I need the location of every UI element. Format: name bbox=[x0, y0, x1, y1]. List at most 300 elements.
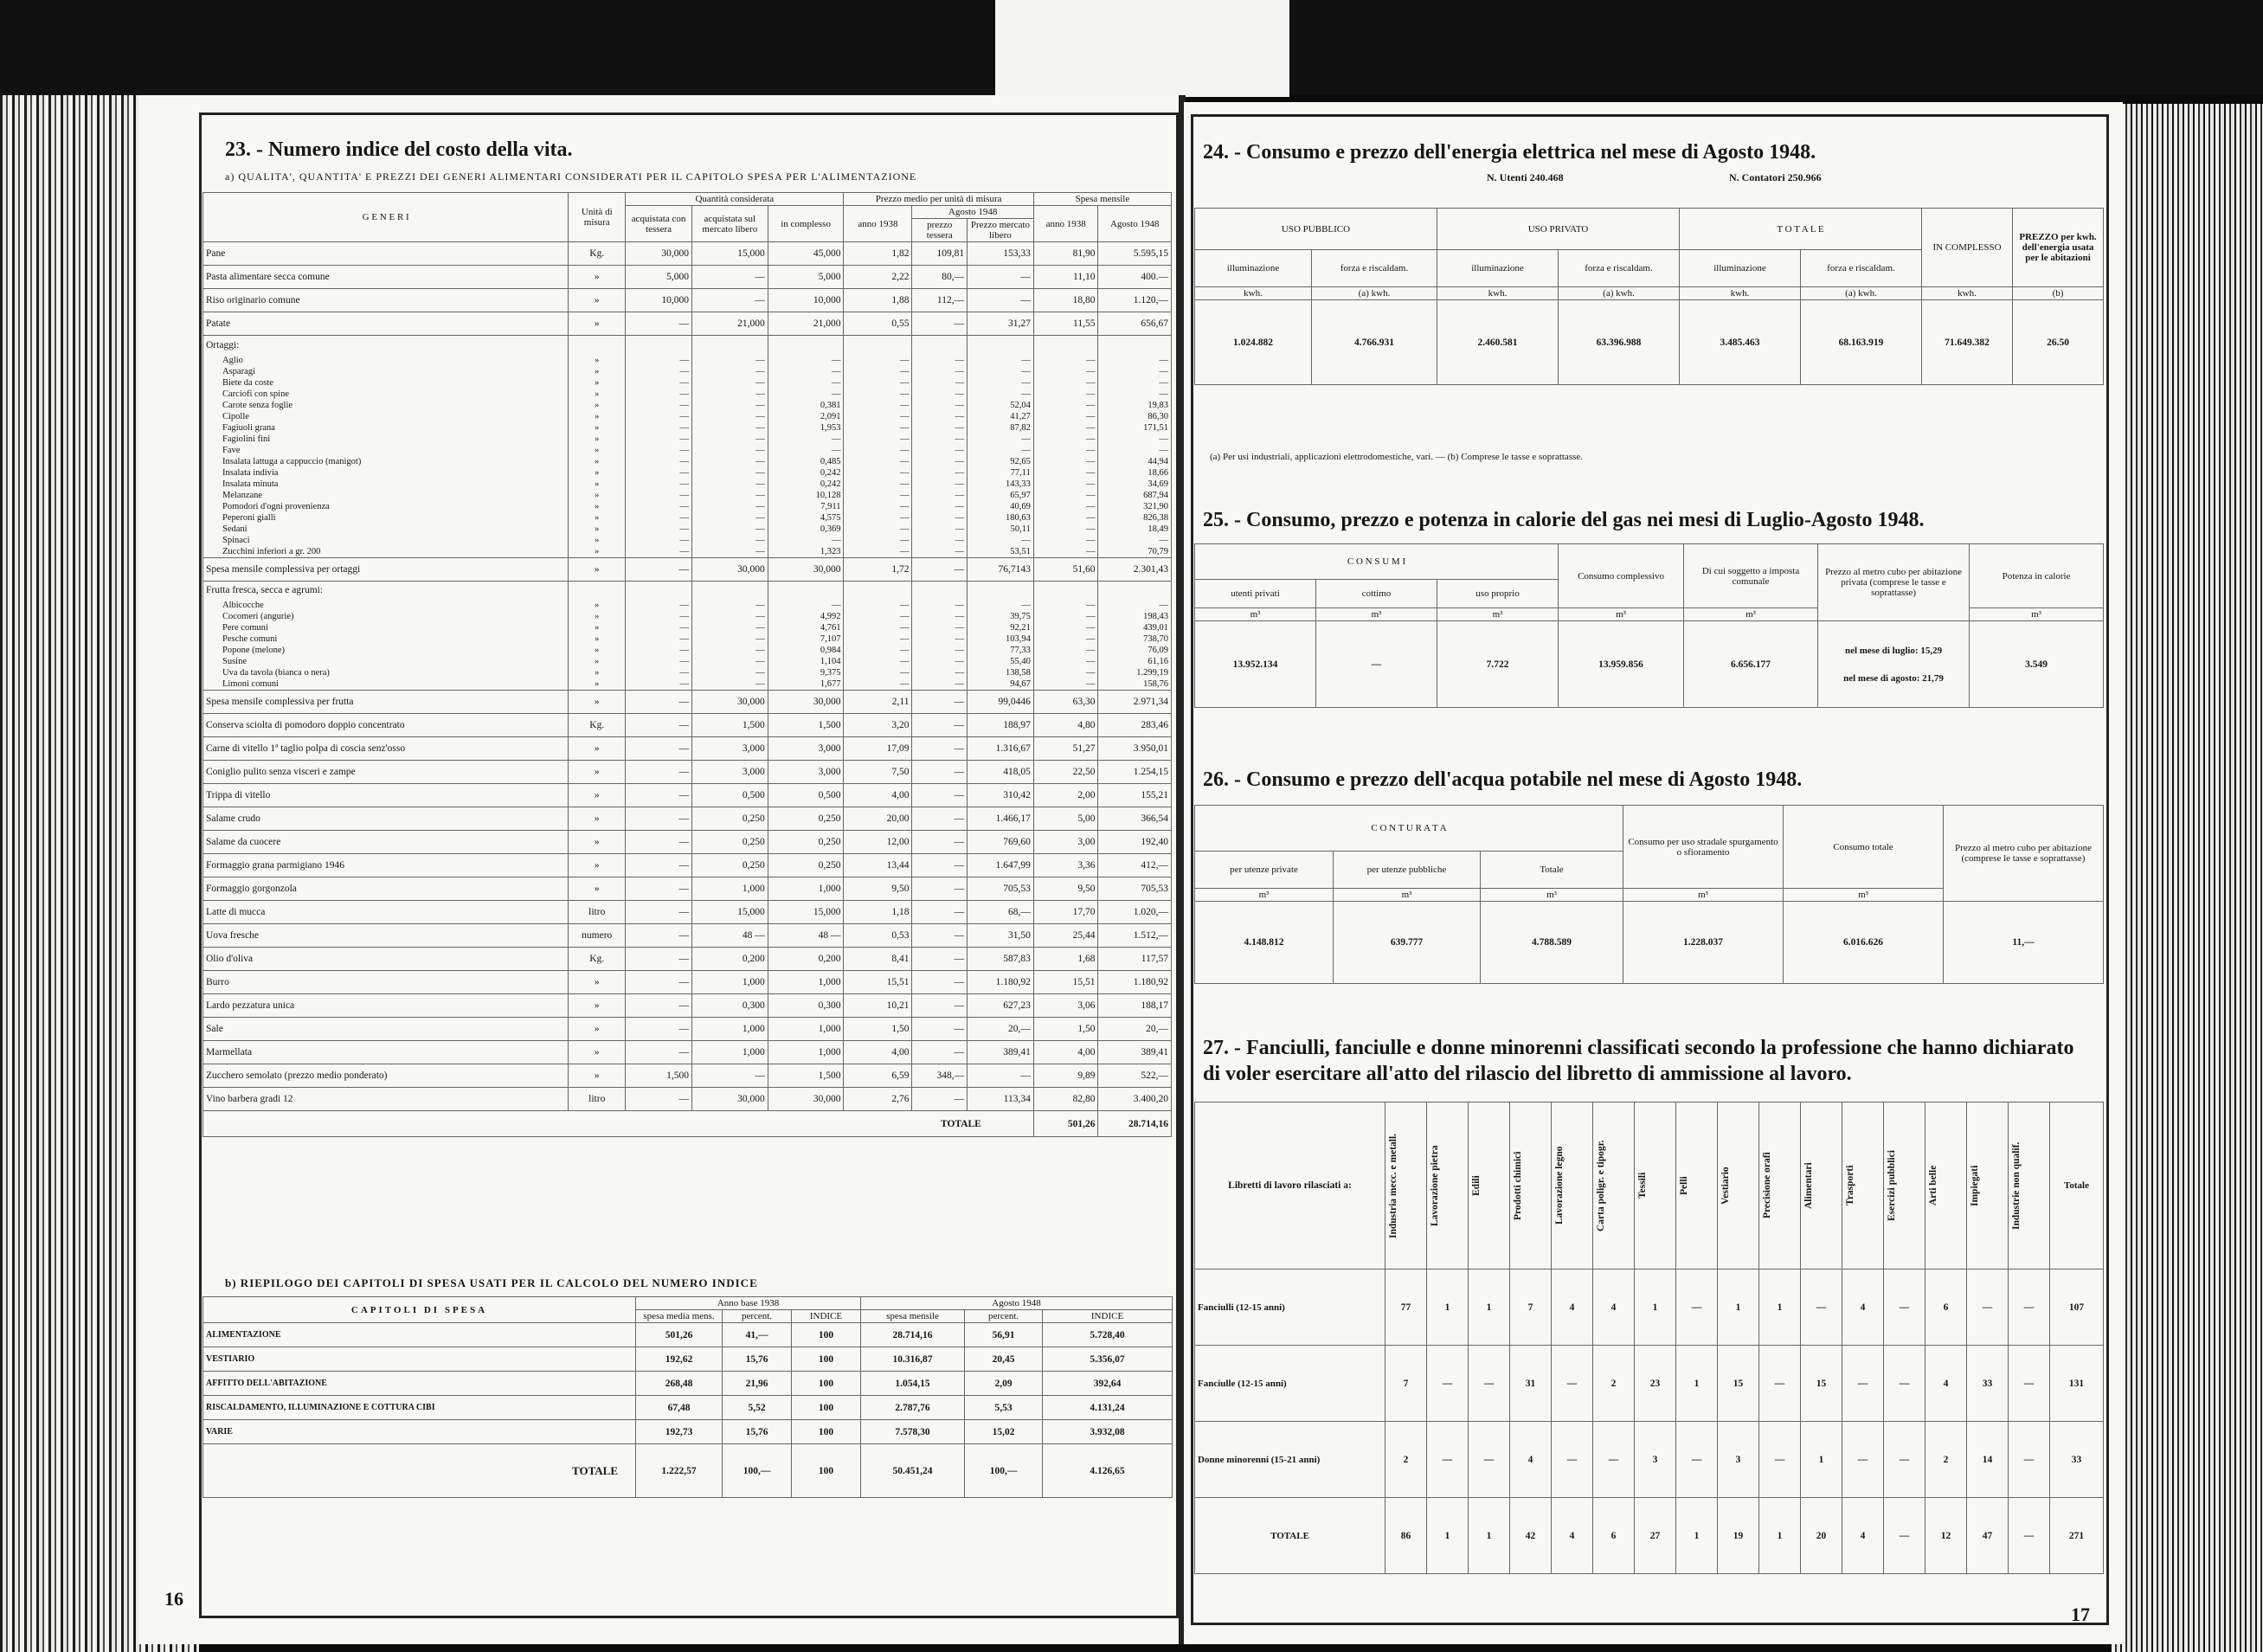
cell-pl: 769,60 bbox=[968, 831, 1034, 854]
cell-qc: — bbox=[768, 355, 844, 366]
cell-ql: — bbox=[691, 546, 768, 558]
t27-cell: 1 bbox=[1469, 1270, 1510, 1346]
cell-ql: — bbox=[691, 1064, 768, 1088]
cell-pt: — bbox=[912, 714, 968, 737]
t27-col-label: Arti belle bbox=[1928, 1165, 1938, 1206]
cell-qc: 48 — bbox=[768, 924, 844, 948]
cell-pl: 77,33 bbox=[968, 645, 1034, 656]
row-label: Latte di mucca bbox=[203, 901, 569, 924]
cell-qc: 1,953 bbox=[768, 422, 844, 434]
cell-pa: 8,41 bbox=[844, 948, 912, 971]
row-label: Spesa mensile complessiva per frutta bbox=[203, 691, 569, 714]
cell-qt: — bbox=[626, 389, 692, 400]
cell-sg: 70,79 bbox=[1098, 546, 1172, 558]
cell-sg: 19,83 bbox=[1098, 400, 1172, 411]
cell-sa: — bbox=[1033, 445, 1098, 456]
b-col-percent2: percent. bbox=[965, 1310, 1043, 1323]
row-label: Uova fresche bbox=[203, 924, 569, 948]
b-cell-c: 100 bbox=[792, 1372, 861, 1396]
t27-col-label: Alimentari bbox=[1803, 1162, 1814, 1209]
cell-ql: 0,500 bbox=[691, 784, 768, 807]
cell-sa: 25,44 bbox=[1033, 924, 1098, 948]
t25-val-utenti: 13.952.134 bbox=[1195, 621, 1316, 708]
t24-h-prezzo: PREZZO per kwh. dell'energia usata per le abitazioni bbox=[2013, 209, 2104, 287]
cell-sa: — bbox=[1033, 667, 1098, 678]
cell-sa: 15,51 bbox=[1033, 971, 1098, 994]
t27-cell: — bbox=[1427, 1346, 1469, 1422]
cell-ql: 1,000 bbox=[691, 1018, 768, 1041]
cell-pa: — bbox=[844, 600, 912, 611]
total-row bbox=[203, 1111, 1172, 1137]
t27-col-header bbox=[1593, 1102, 1635, 1270]
cell-pt: — bbox=[912, 948, 968, 971]
cell-qt: — bbox=[626, 994, 692, 1018]
t27-cell: 86 bbox=[1385, 1498, 1427, 1574]
cell-ql: 3,000 bbox=[691, 761, 768, 784]
t27-cell: 33 bbox=[1967, 1346, 2009, 1422]
cell-pl: 1.316,67 bbox=[968, 737, 1034, 761]
cell-pl: 94,67 bbox=[968, 678, 1034, 691]
row-unit: » bbox=[569, 535, 626, 546]
cell-ql: 1,500 bbox=[691, 714, 768, 737]
t24-unit-kwh2: kwh. bbox=[1616, 288, 1635, 299]
cell-pt: — bbox=[912, 312, 968, 336]
cell-pl: 41,27 bbox=[968, 411, 1034, 422]
cell-sa: — bbox=[1033, 622, 1098, 633]
cell-pt: — bbox=[912, 924, 968, 948]
t27-col-label: Tessili bbox=[1637, 1172, 1648, 1199]
table-row-subitem bbox=[203, 678, 1172, 691]
cell-sa: 2,00 bbox=[1033, 784, 1098, 807]
cell-sa: — bbox=[1033, 524, 1098, 535]
cell-qc: 10,128 bbox=[768, 490, 844, 501]
cell-sa: — bbox=[1033, 645, 1098, 656]
table-row-subitem bbox=[203, 355, 1172, 366]
row-unit: » bbox=[569, 312, 626, 336]
cell-pt: — bbox=[912, 366, 968, 377]
cell-pl: 188,97 bbox=[968, 714, 1034, 737]
t27-row-header: Libretti di lavoro rilasciati a: bbox=[1195, 1102, 1385, 1270]
t26-val-5: 6.016.626 bbox=[1784, 902, 1944, 984]
row-unit: » bbox=[569, 807, 626, 831]
t27-row-label: TOTALE bbox=[1195, 1498, 1385, 1574]
cell-pl: — bbox=[968, 289, 1034, 312]
table-24 bbox=[1194, 208, 2104, 385]
row-unit: » bbox=[569, 667, 626, 678]
t24-values-row bbox=[1195, 300, 2104, 385]
b-row bbox=[203, 1372, 1173, 1396]
cell-sa: — bbox=[1033, 479, 1098, 490]
t27-cell: 1 bbox=[1676, 1498, 1718, 1574]
cell-sg: 366,54 bbox=[1098, 807, 1172, 831]
t26-val-6: 11,— bbox=[1944, 902, 2104, 984]
b-cell-e: 20,45 bbox=[965, 1347, 1043, 1372]
cell-qt: — bbox=[626, 807, 692, 831]
cell-pt: 80,— bbox=[912, 266, 968, 289]
t27-col-label: Trasporti bbox=[1845, 1165, 1855, 1206]
cell-qc: 30,000 bbox=[768, 557, 844, 581]
empty-cell bbox=[1033, 581, 1098, 600]
table-row bbox=[203, 714, 1172, 737]
b-cell-e: 100,— bbox=[965, 1444, 1043, 1498]
cell-sa: — bbox=[1033, 411, 1098, 422]
t24-val-2: 4.766.931 bbox=[1312, 300, 1437, 385]
cell-sg: 44,94 bbox=[1098, 456, 1172, 467]
t26-h-pubbliche: per utenze pubbliche bbox=[1334, 852, 1481, 889]
t24-unit-3: kwh. bbox=[1437, 287, 1559, 300]
cell-pa: — bbox=[844, 678, 912, 691]
cell-qc: — bbox=[768, 366, 844, 377]
cell-sg: 20,— bbox=[1098, 1018, 1172, 1041]
cell-qc: 30,000 bbox=[768, 691, 844, 714]
t25-h-consumi: C O N S U M I bbox=[1195, 544, 1559, 580]
row-label: Olio d'oliva bbox=[203, 948, 569, 971]
cell-pa: 7,50 bbox=[844, 761, 912, 784]
b-row bbox=[203, 1347, 1173, 1372]
cell-ql: 48 — bbox=[691, 924, 768, 948]
cell-qt: — bbox=[626, 656, 692, 667]
t26-unit-5: m³ bbox=[1784, 889, 1944, 902]
cell-qt: 5,000 bbox=[626, 266, 692, 289]
table-27 bbox=[1194, 1102, 2104, 1574]
b-col-capitoli: CAPITOLI DI SPESA bbox=[203, 1297, 636, 1323]
t26-h-totale: Consumo totale bbox=[1784, 806, 1944, 889]
cell-pl: 40,69 bbox=[968, 501, 1034, 512]
cell-sa: 4,00 bbox=[1033, 1041, 1098, 1064]
cell-ql: — bbox=[691, 366, 768, 377]
row-label: Marmellata bbox=[203, 1041, 569, 1064]
t27-row bbox=[1195, 1422, 2104, 1498]
cell-pa: 2,11 bbox=[844, 691, 912, 714]
cell-pt: — bbox=[912, 422, 968, 434]
table-row-subitem bbox=[203, 490, 1172, 501]
row-unit: » bbox=[569, 645, 626, 656]
row-label: Carciofi con spine bbox=[203, 389, 569, 400]
cell-sa: — bbox=[1033, 389, 1098, 400]
cell-pa: — bbox=[844, 411, 912, 422]
row-unit: » bbox=[569, 422, 626, 434]
cell-pl: 99,0446 bbox=[968, 691, 1034, 714]
b-cell-b: 5,52 bbox=[723, 1396, 792, 1420]
t27-col-header bbox=[2050, 1102, 2104, 1270]
cell-pa: — bbox=[844, 389, 912, 400]
cell-pa: 3,20 bbox=[844, 714, 912, 737]
cell-pl: — bbox=[968, 389, 1034, 400]
t25-h-complessivo: Consumo complessivo bbox=[1559, 544, 1684, 608]
cell-pa: — bbox=[844, 400, 912, 411]
row-unit: » bbox=[569, 784, 626, 807]
cell-pl: 180,63 bbox=[968, 512, 1034, 524]
t25-unit-6: m³ bbox=[1970, 608, 2104, 621]
cell-qc: — bbox=[768, 389, 844, 400]
cell-sg: 400.— bbox=[1098, 266, 1172, 289]
table-row bbox=[203, 901, 1172, 924]
t27-cell: 2 bbox=[1593, 1346, 1635, 1422]
empty-cell bbox=[912, 336, 968, 355]
t27-cell: 4 bbox=[1552, 1270, 1593, 1346]
row-label: Vino barbera gradi 12 bbox=[203, 1088, 569, 1111]
cell-qc: 1,677 bbox=[768, 678, 844, 691]
cell-qt: — bbox=[626, 678, 692, 691]
cell-pa: — bbox=[844, 512, 912, 524]
cell-qc: 0,369 bbox=[768, 524, 844, 535]
cell-pt: — bbox=[912, 557, 968, 581]
row-label: Patate bbox=[203, 312, 569, 336]
table-26-title: 26. - Consumo e prezzo dell'acqua potabile nel mese di Agosto 1948. bbox=[1203, 768, 1803, 791]
t27-col-header bbox=[1510, 1102, 1552, 1270]
b-cell-a: 1.222,57 bbox=[636, 1444, 723, 1498]
table-row-subitem bbox=[203, 546, 1172, 558]
cell-ql: 0,200 bbox=[691, 948, 768, 971]
cell-pl: 1.466,17 bbox=[968, 807, 1034, 831]
cell-qc: — bbox=[768, 377, 844, 389]
cell-pa: — bbox=[844, 622, 912, 633]
cell-ql: — bbox=[691, 389, 768, 400]
t24-note-a2: (a) bbox=[1603, 288, 1614, 299]
col-spesa: Spesa mensile bbox=[1033, 193, 1171, 206]
t24-unit-6 bbox=[1801, 287, 1922, 300]
b-cell-c: 100 bbox=[792, 1396, 861, 1420]
cell-sg: 192,40 bbox=[1098, 831, 1172, 854]
cell-qc: 1,000 bbox=[768, 971, 844, 994]
cell-sg: 687,94 bbox=[1098, 490, 1172, 501]
cell-ql: — bbox=[691, 490, 768, 501]
cell-qc: 0,250 bbox=[768, 854, 844, 877]
t27-row bbox=[1195, 1346, 2104, 1422]
empty-cell bbox=[844, 336, 912, 355]
contatori-count: N. Contatori 250.966 bbox=[1729, 171, 1822, 183]
cell-qt: — bbox=[626, 1018, 692, 1041]
t27-col-label: Lavorazione pietra bbox=[1430, 1145, 1440, 1226]
t26-h-conturata: C O N T U R A T A bbox=[1195, 806, 1623, 852]
row-label: Coniglio pulito senza visceri e zampe bbox=[203, 761, 569, 784]
t26-h-private: per utenze private bbox=[1195, 852, 1334, 889]
t26-val-1: 4.148.812 bbox=[1195, 902, 1334, 984]
cell-qt: — bbox=[626, 456, 692, 467]
t27-cell: — bbox=[1593, 1422, 1635, 1498]
table-row-subitem bbox=[203, 366, 1172, 377]
cell-ql: 15,000 bbox=[691, 901, 768, 924]
cell-qc: 0,500 bbox=[768, 784, 844, 807]
table-row-subitem bbox=[203, 622, 1172, 633]
t27-col-header bbox=[1718, 1102, 1759, 1270]
table-row-subitem bbox=[203, 411, 1172, 422]
b-cell-f: 5.728,40 bbox=[1043, 1323, 1173, 1347]
b-total-row bbox=[203, 1444, 1173, 1498]
empty-cell bbox=[691, 581, 768, 600]
cell-pt: — bbox=[912, 971, 968, 994]
cell-sa: — bbox=[1033, 355, 1098, 366]
table-row bbox=[203, 1041, 1172, 1064]
t25-h-proprio: uso proprio bbox=[1437, 580, 1559, 608]
b-col-percent: percent. bbox=[723, 1310, 792, 1323]
cell-pt: — bbox=[912, 622, 968, 633]
cell-ql: — bbox=[691, 377, 768, 389]
t27-cell: 4 bbox=[1552, 1498, 1593, 1574]
t24-val-7: 71.649.382 bbox=[1922, 300, 2013, 385]
t27-col-header bbox=[1469, 1102, 1510, 1270]
row-label: Aglio bbox=[203, 355, 569, 366]
row-unit: » bbox=[569, 434, 626, 445]
t27-body bbox=[1195, 1270, 2104, 1574]
b-row bbox=[203, 1420, 1173, 1444]
b-col-spesa-mensile: spesa mensile bbox=[861, 1310, 965, 1323]
table-25-title: 25. - Consumo, prezzo e potenza in calorie del gas nei mesi di Luglio-Agosto 1948. bbox=[1203, 509, 1925, 531]
row-label: Formaggio grana parmigiano 1946 bbox=[203, 854, 569, 877]
cell-qc: 0,242 bbox=[768, 467, 844, 479]
cell-pt: — bbox=[912, 656, 968, 667]
row-label: Spinaci bbox=[203, 535, 569, 546]
cell-qt: — bbox=[626, 784, 692, 807]
cell-pa: — bbox=[844, 467, 912, 479]
cell-sa: 9,89 bbox=[1033, 1064, 1098, 1088]
cell-qt: — bbox=[626, 611, 692, 622]
table-row bbox=[203, 1064, 1172, 1088]
cell-sg: 412,— bbox=[1098, 854, 1172, 877]
t24-val-1: 1.024.882 bbox=[1195, 300, 1312, 385]
cell-qc: 4,761 bbox=[768, 622, 844, 633]
cell-pl: 103,94 bbox=[968, 633, 1034, 645]
cell-qt: — bbox=[626, 434, 692, 445]
cell-qc: 3,000 bbox=[768, 737, 844, 761]
cell-pl: 77,11 bbox=[968, 467, 1034, 479]
t26-values-row bbox=[1195, 902, 2104, 984]
cell-pt: — bbox=[912, 807, 968, 831]
cell-qt: — bbox=[626, 557, 692, 581]
cell-qc: — bbox=[768, 434, 844, 445]
b-row-label: AFFITTO DELL'ABITAZIONE bbox=[203, 1372, 636, 1396]
col-s-anno: anno 1938 bbox=[1033, 206, 1098, 242]
table-23b bbox=[203, 1296, 1173, 1498]
cell-qc: 21,000 bbox=[768, 312, 844, 336]
cell-pl: — bbox=[968, 445, 1034, 456]
t27-cell: 20 bbox=[1801, 1498, 1842, 1574]
cell-qc: 0,250 bbox=[768, 807, 844, 831]
b-cell-d: 1.054,15 bbox=[861, 1372, 965, 1396]
cell-sa: — bbox=[1033, 678, 1098, 691]
cell-qc: — bbox=[768, 535, 844, 546]
cell-sa: 11,10 bbox=[1033, 266, 1098, 289]
table-row-subitem bbox=[203, 467, 1172, 479]
total-anno: 501,26 bbox=[1033, 1111, 1098, 1137]
row-unit: » bbox=[569, 355, 626, 366]
empty-cell bbox=[912, 581, 968, 600]
cell-pl: — bbox=[968, 434, 1034, 445]
row-label: Carne di vitello 1ª taglio polpa di coscia senz'osso bbox=[203, 737, 569, 761]
t25-unit-4: m³ bbox=[1559, 608, 1684, 621]
cell-pa: — bbox=[844, 422, 912, 434]
table-row bbox=[203, 924, 1172, 948]
cell-pa: 13,44 bbox=[844, 854, 912, 877]
row-unit: » bbox=[569, 557, 626, 581]
cell-pa: 1,50 bbox=[844, 1018, 912, 1041]
cell-sg: 76,09 bbox=[1098, 645, 1172, 656]
row-label: Insalata lattuga a cappuccio (manigot) bbox=[203, 456, 569, 467]
cell-qc: 7,107 bbox=[768, 633, 844, 645]
table-row-subitem bbox=[203, 445, 1172, 456]
row-label: Zucchini inferiori a gr. 200 bbox=[203, 546, 569, 558]
row-label: Conserva sciolta di pomodoro doppio concentrato bbox=[203, 714, 569, 737]
empty-cell bbox=[691, 336, 768, 355]
cell-sg: 1.120,— bbox=[1098, 289, 1172, 312]
cell-pt: — bbox=[912, 645, 968, 656]
row-unit: » bbox=[569, 366, 626, 377]
t27-cell: 2 bbox=[1385, 1422, 1427, 1498]
table-row-subitem bbox=[203, 633, 1172, 645]
t26-unit-4: m³ bbox=[1623, 889, 1784, 902]
cell-pa: 1,82 bbox=[844, 242, 912, 266]
col-q-tessera: acquistata con tessera bbox=[626, 206, 692, 242]
t27-cell: — bbox=[2009, 1498, 2050, 1574]
cell-pa: 0,55 bbox=[844, 312, 912, 336]
t25-h-cottimo: cottimo bbox=[1316, 580, 1437, 608]
b-cell-e: 5,53 bbox=[965, 1396, 1043, 1420]
cell-qt: — bbox=[626, 479, 692, 490]
cell-sa: 18,80 bbox=[1033, 289, 1098, 312]
cell-pa: 20,00 bbox=[844, 807, 912, 831]
cell-sa: — bbox=[1033, 456, 1098, 467]
cell-pl: 31,27 bbox=[968, 312, 1034, 336]
table-row bbox=[203, 971, 1172, 994]
b-col-indice: INDICE bbox=[792, 1310, 861, 1323]
cell-pl: 705,53 bbox=[968, 877, 1034, 901]
cell-qc: 9,375 bbox=[768, 667, 844, 678]
table-row-subitem bbox=[203, 422, 1172, 434]
cell-ql: — bbox=[691, 678, 768, 691]
cell-pt: — bbox=[912, 490, 968, 501]
group-label-row bbox=[203, 581, 1172, 600]
b-cell-f: 392,64 bbox=[1043, 1372, 1173, 1396]
table-row-subitem bbox=[203, 600, 1172, 611]
row-unit: » bbox=[569, 691, 626, 714]
t27-col-label: Totale bbox=[2064, 1180, 2089, 1191]
t27-cell: 1 bbox=[1718, 1270, 1759, 1346]
t27-col-header bbox=[1385, 1102, 1427, 1270]
table-23a bbox=[203, 192, 1172, 1137]
cell-pt: 112,— bbox=[912, 289, 968, 312]
row-label: Albicocche bbox=[203, 600, 569, 611]
cell-pt: — bbox=[912, 535, 968, 546]
col-unita: Unità di misura bbox=[569, 193, 626, 242]
t27-col-label: Lavorazione legno bbox=[1554, 1146, 1565, 1225]
row-label: Salame crudo bbox=[203, 807, 569, 831]
b-row-label: RISCALDAMENTO, ILLUMINAZIONE E COTTURA CIBI bbox=[203, 1396, 636, 1420]
t24-unit-5: kwh. bbox=[1680, 287, 1801, 300]
empty-cell bbox=[768, 336, 844, 355]
book-edge-right bbox=[2112, 104, 2263, 1652]
cell-ql: 0,300 bbox=[691, 994, 768, 1018]
cell-pa: — bbox=[844, 445, 912, 456]
cell-pa: — bbox=[844, 377, 912, 389]
cell-qt: — bbox=[626, 1088, 692, 1111]
cell-pl: 627,23 bbox=[968, 994, 1034, 1018]
cell-pa: 1,72 bbox=[844, 557, 912, 581]
cell-sa: — bbox=[1033, 611, 1098, 622]
cell-sg: 86,30 bbox=[1098, 411, 1172, 422]
left-page bbox=[138, 95, 1181, 1644]
cell-sa: — bbox=[1033, 600, 1098, 611]
t27-cell: — bbox=[1759, 1422, 1801, 1498]
cell-pt: — bbox=[912, 667, 968, 678]
cell-pt: — bbox=[912, 1088, 968, 1111]
t24-unit-kwh: kwh. bbox=[1371, 288, 1391, 299]
table-row-subitem bbox=[203, 512, 1172, 524]
b-cell-d: 50.451,24 bbox=[861, 1444, 965, 1498]
col-generi: G E N E R I bbox=[203, 193, 569, 242]
b-row-label: TOTALE bbox=[203, 1444, 636, 1498]
b-cell-b: 100,— bbox=[723, 1444, 792, 1498]
t27-cell: — bbox=[1967, 1270, 2009, 1346]
